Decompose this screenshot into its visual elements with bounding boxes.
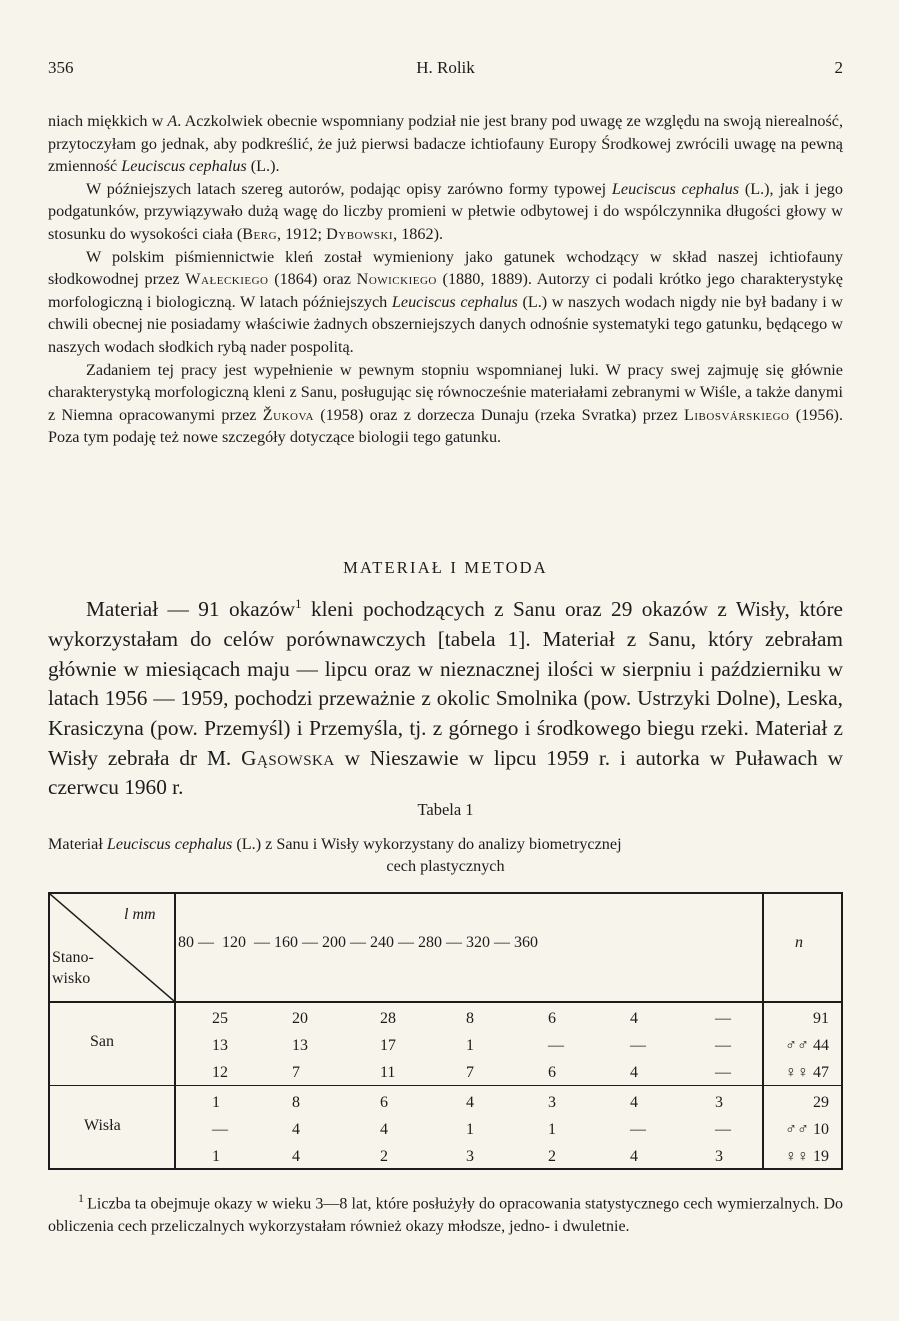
author-name: Žukova — [262, 405, 314, 424]
total-cell: ♀♀ 47 — [785, 1064, 829, 1081]
station-label: San — [90, 1033, 114, 1050]
n-header: n — [795, 934, 803, 951]
total-cell: ♀♀ 19 — [785, 1148, 829, 1165]
length-range-header: 80 — 120 — 160 — 200 — 240 — 280 — 320 — 360 — [178, 934, 538, 951]
footnote-number: 1 — [78, 1191, 88, 1205]
count-cell: 6 — [380, 1094, 388, 1111]
count-cell: — — [630, 1037, 646, 1054]
count-cell: — — [715, 1037, 731, 1054]
count-cell: 25 — [212, 1010, 228, 1027]
footnote — [48, 1187, 843, 1238]
author-name: Nowickiego — [356, 270, 437, 289]
total-cell: ♂♂ 44 — [785, 1037, 829, 1054]
count-cell: 2 — [380, 1148, 388, 1165]
count-cell: 3 — [466, 1148, 474, 1165]
count-cell: 4 — [380, 1121, 388, 1138]
count-cell: — — [548, 1037, 564, 1054]
author-name: Gąsowska — [241, 745, 335, 770]
count-cell: 8 — [466, 1010, 474, 1027]
count-cell: 6 — [548, 1010, 556, 1027]
header-rule — [50, 1001, 841, 1003]
italic-term: Leuciscus cephalus — [106, 835, 233, 853]
count-cell: 3 — [548, 1094, 556, 1111]
footnote-text: $^1$ Liczba ta obejmuje okazy w wieku 3—8 lat, które posłużyły do opracowania statystycznego cech wymierzalnych. Do obliczenia cech przeliczalnych wykorzystałam również okazy młodsze, jedno- i dwuletnie. — [48, 1191, 844, 1236]
station-column-rule — [174, 894, 176, 1168]
table-caption-line1: Materiał Leuciscus cephalus (L.) z Sanu i Wisły wykorzystany do analizy biometrycznej — [48, 835, 622, 853]
count-cell: 2 — [548, 1148, 556, 1165]
count-cell: — — [715, 1121, 731, 1138]
count-cell: 1 — [466, 1037, 474, 1054]
count-cell: 28 — [380, 1010, 396, 1027]
count-cell: — — [715, 1064, 731, 1081]
count-cell: 13 — [212, 1037, 228, 1054]
total-cell: ♂♂ 10 — [785, 1121, 829, 1138]
author-name: Libosvárskiego — [684, 405, 790, 424]
count-cell: 17 — [380, 1037, 396, 1054]
station-label: Wisła — [84, 1117, 121, 1134]
issue-number: 2 — [834, 58, 843, 77]
count-cell: — — [630, 1121, 646, 1138]
body-paragraph: W polskim piśmiennictwie kleń został wymieniony jako gatunek wchodzący w skład naszej ichtiofauny słodkowodnej przez Wałeckiego (1864) oraz Nowickiego (1880, 1889). Autorzy ci podali krótko jego charakterystykę morfologiczną i biologiczną. W latach późniejszych Leuciscus cephalus (L.) w naszych wodach nigdy nie był badany i w chwili obecnej nie posiadamy właściwie żadnych obszerniejszych danych odnośnie systematyki tego gatunku, będącego w naszych wodach słodkich rybą nader pospolitą. — [48, 247, 843, 356]
count-cell: 4 — [292, 1148, 300, 1165]
count-cell: 4 — [292, 1121, 300, 1138]
section-heading: MATERIAŁ I METODA — [343, 558, 548, 577]
italic-term: Leuciscus cephalus — [611, 179, 740, 198]
author-name: Wałeckiego — [185, 270, 269, 289]
page-number: 356 — [48, 58, 74, 77]
count-cell: 3 — [715, 1094, 723, 1111]
count-cell: 12 — [212, 1064, 228, 1081]
count-cell: 3 — [715, 1148, 723, 1165]
count-cell: 4 — [630, 1010, 638, 1027]
total-cell: 29 — [813, 1094, 829, 1111]
count-cell: — — [212, 1121, 228, 1138]
count-cell: 4 — [630, 1148, 638, 1165]
table-label: Tabela 1 — [417, 800, 474, 819]
total-cell: 91 — [813, 1010, 829, 1027]
n-column-rule — [762, 894, 764, 1168]
count-cell: — — [715, 1010, 731, 1027]
body-paragraph: niach miękkich w A. Aczkolwiek obecnie wspomniany podział nie jest brany pod uwagę ze względu na swoją nierealność, przytoczyłam go jednak, aby podkreślić, że już pierwsi badacze ichtiofauny Europy Środkowej zwrócili uwagę na pewną zmienność Leuciscus cephalus (L.). — [48, 112, 843, 176]
count-cell: 7 — [292, 1064, 300, 1081]
count-cell: 11 — [380, 1064, 396, 1081]
table-caption-line2: cech plastycznych — [386, 857, 505, 875]
count-cell: 6 — [548, 1064, 556, 1081]
count-cell: 1 — [548, 1121, 556, 1138]
running-author: H. Rolik — [416, 58, 475, 77]
introduction-text — [48, 110, 843, 449]
author-name: Dybowski — [326, 224, 394, 243]
body-paragraph: Zadaniem tej pracy jest wypełnienie w pewnym stopniu wspomnianej luki. W pracy swej zajmuję się głównie charakterystyką morfologiczną kleni z Sanu, posługując się równocześnie materiałami zebranymi w Wiśle, a także danymi z Niemna opracowanymi przez Žukova (1958) oraz z dorzecza Dunaju (rzeka Svratka) przez Libosvárskiego (1956). Poza tym podaję też nowe szczegóły dotyczące biologii tego gatunku. — [48, 360, 843, 447]
table-caption — [48, 833, 843, 877]
group-rule — [50, 1085, 841, 1086]
count-cell: 7 — [466, 1064, 474, 1081]
author-name: Berg — [242, 224, 278, 243]
body-paragraph: W późniejszych latach szereg autorów, podając opisy zarówno formy typowej Leuciscus cephalus (L.), jak i jego podgatunków, przywiązywało dużą wagę do liczby promieni w płetwie odbytowej i do wspólczynnika długości głowy w stosunku do wysokości ciała (Berg, 1912; Dybowski, 1862). — [48, 179, 843, 243]
italic-term: A — [167, 112, 178, 130]
material-text: Materiał — 91 okazów$^1$ kleni pochodzących z Sanu oraz 29 okazów z Wisły, które wykorzystałam do celów porównawczych [tabela 1]. Materiał z Sanu, który zebrałam głównie w miesiącach maju — lipcu oraz w nieznacznej ilości w sierpniu i październiku w latach 1956 — 1959, pochodzi przeważnie z okolic Smolnika (pow. Ustrzyki Dolne), Leska, Krasiczyna (pow. Przemyśl) i Przemyśla, tj. z górnego i środkowego biegu rzeki. Materiał z Wisły zebrała dr M. Gąsowska w Nieszawie w lipcu 1959 r. i autorka w Puławach w czerwcu 1960 r. — [48, 597, 843, 800]
count-cell: 4 — [630, 1064, 638, 1081]
count-cell: 4 — [630, 1094, 638, 1111]
data-table — [48, 892, 843, 1170]
count-cell: 20 — [292, 1010, 308, 1027]
corner-bottom-label: Stano- wisko — [52, 949, 94, 987]
corner-top-label: l mm — [124, 906, 156, 923]
italic-term: Leuciscus cephalus — [391, 292, 518, 311]
count-cell: 4 — [466, 1094, 474, 1111]
footnote-marker: 1 — [295, 597, 302, 611]
count-cell: 13 — [292, 1037, 308, 1054]
count-cell: 8 — [292, 1094, 300, 1111]
count-cell: 1 — [466, 1121, 474, 1138]
count-cell: 1 — [212, 1094, 220, 1111]
material-paragraph — [48, 590, 843, 803]
italic-term: Leuciscus cephalus — [121, 157, 247, 176]
count-cell: 1 — [212, 1148, 220, 1165]
